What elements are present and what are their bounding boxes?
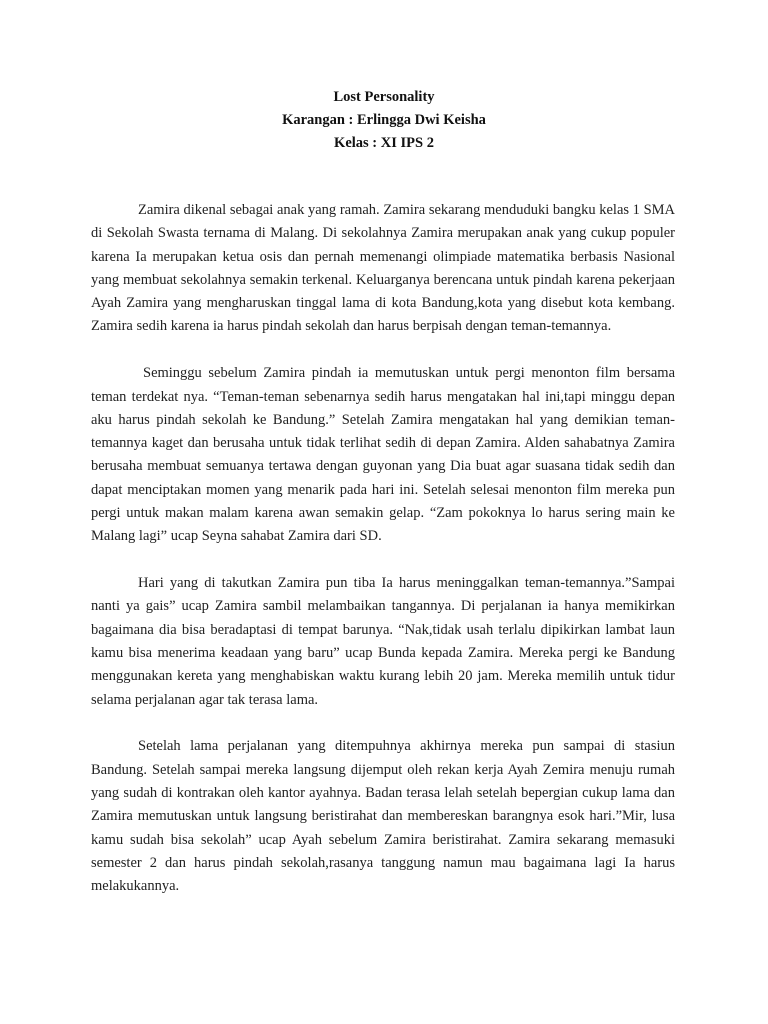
class-line: Kelas : XI IPS 2: [334, 135, 434, 151]
paragraph-4: Setelah lama perjalanan yang ditempuhnya akhirnya mereka pun sampai di stasiun Bandung. Setelah sampai mereka langsung dijemput oleh rekan kerja Ayah Zemira menuju rumah yang sudah di kontrakan oleh kantor ayahnya. Badan terasa lelah setelah bepergian cukup lama dan Zamira memutuskan untuk langsung beristirahat dan membereskan barangnya esok hari.”Mir, lusa kamu sudah bisa sekolah” ucap Ayah sebelum Zamira beristirahat. Zamira sekarang memasuki semester 2 dan harus pindah sekolah,rasanya tanggung namun mau bagaimana lagi Ia harus melakukannya.: [91, 738, 675, 895]
paragraph-2: Seminggu sebelum Zamira pindah ia memutuskan untuk pergi menonton film bersama teman terdekat nya. “Teman-teman sebenarnya sedih harus mengatakan hal ini,tapi minggu depan aku harus pindah sekolah ke Bandung.” Setelah Zamira mengatakan hal yang demikian teman-temannya kaget dan berusaha untuk tidak terlihat sedih di depan Zamira. Alden sahabatnya Zamira berusaha membuat semuanya tertawa dengan guyonan yang Dia buat agar suasana tidak sedih dan dapat menciptakan momen yang menarik pada hari ini. Setelah selesai menonton film mereka pun pergi untuk makan malam karena awan semakin gelap. “Zam pokoknya lo harus sering main ke Malang lagi” ucap Seyna sahabat Zamira dari SD.: [91, 365, 675, 545]
document-header: [0, 86, 768, 155]
paragraph-3: Hari yang di takutkan Zamira pun tiba Ia harus meninggalkan teman-temannya.”Sampai nanti ya gais” ucap Zamira sambil melambaikan tangannya. Di perjalanan ia hanya memikirkan bagaimana dia bisa beradaptasi di tempat barunya. “Nak,tidak usah terlalu dipikirkan lambat laun kamu bisa menerima keadaan yang baru” ucap Bunda kepada Zamira. Mereka pergi ke Bandung menggunakan kereta yang menghabiskan waktu kurang lebih 20 jam. Mereka memilih untuk tidur selama perjalanan agar tak terasa lama.: [91, 575, 675, 708]
paragraph-1: Zamira dikenal sebagai anak yang ramah. Zamira sekarang menduduki bangku kelas 1 SMA di Sekolah Swasta ternama di Malang. Di sekolahnya Zamira merupakan anak yang cukup populer karena Ia merupakan ketua osis dan pernah memenangi olimpiade matematika berbasis Nasional yang membuat sekolahnya semakin terkenal. Keluarganya berencana untuk pindah karena pekerjaan Ayah Zamira yang mengharuskan tinggal lama di kota Bandung,kota yang disebut kota kembang. Zamira sedih karena ia harus pindah sekolah dan harus berpisah dengan teman-temannya.: [91, 202, 675, 335]
story-title: Lost Personality: [333, 89, 435, 105]
document-body: [91, 199, 675, 922]
author-line: Karangan : Erlingga Dwi Keisha: [282, 112, 486, 128]
